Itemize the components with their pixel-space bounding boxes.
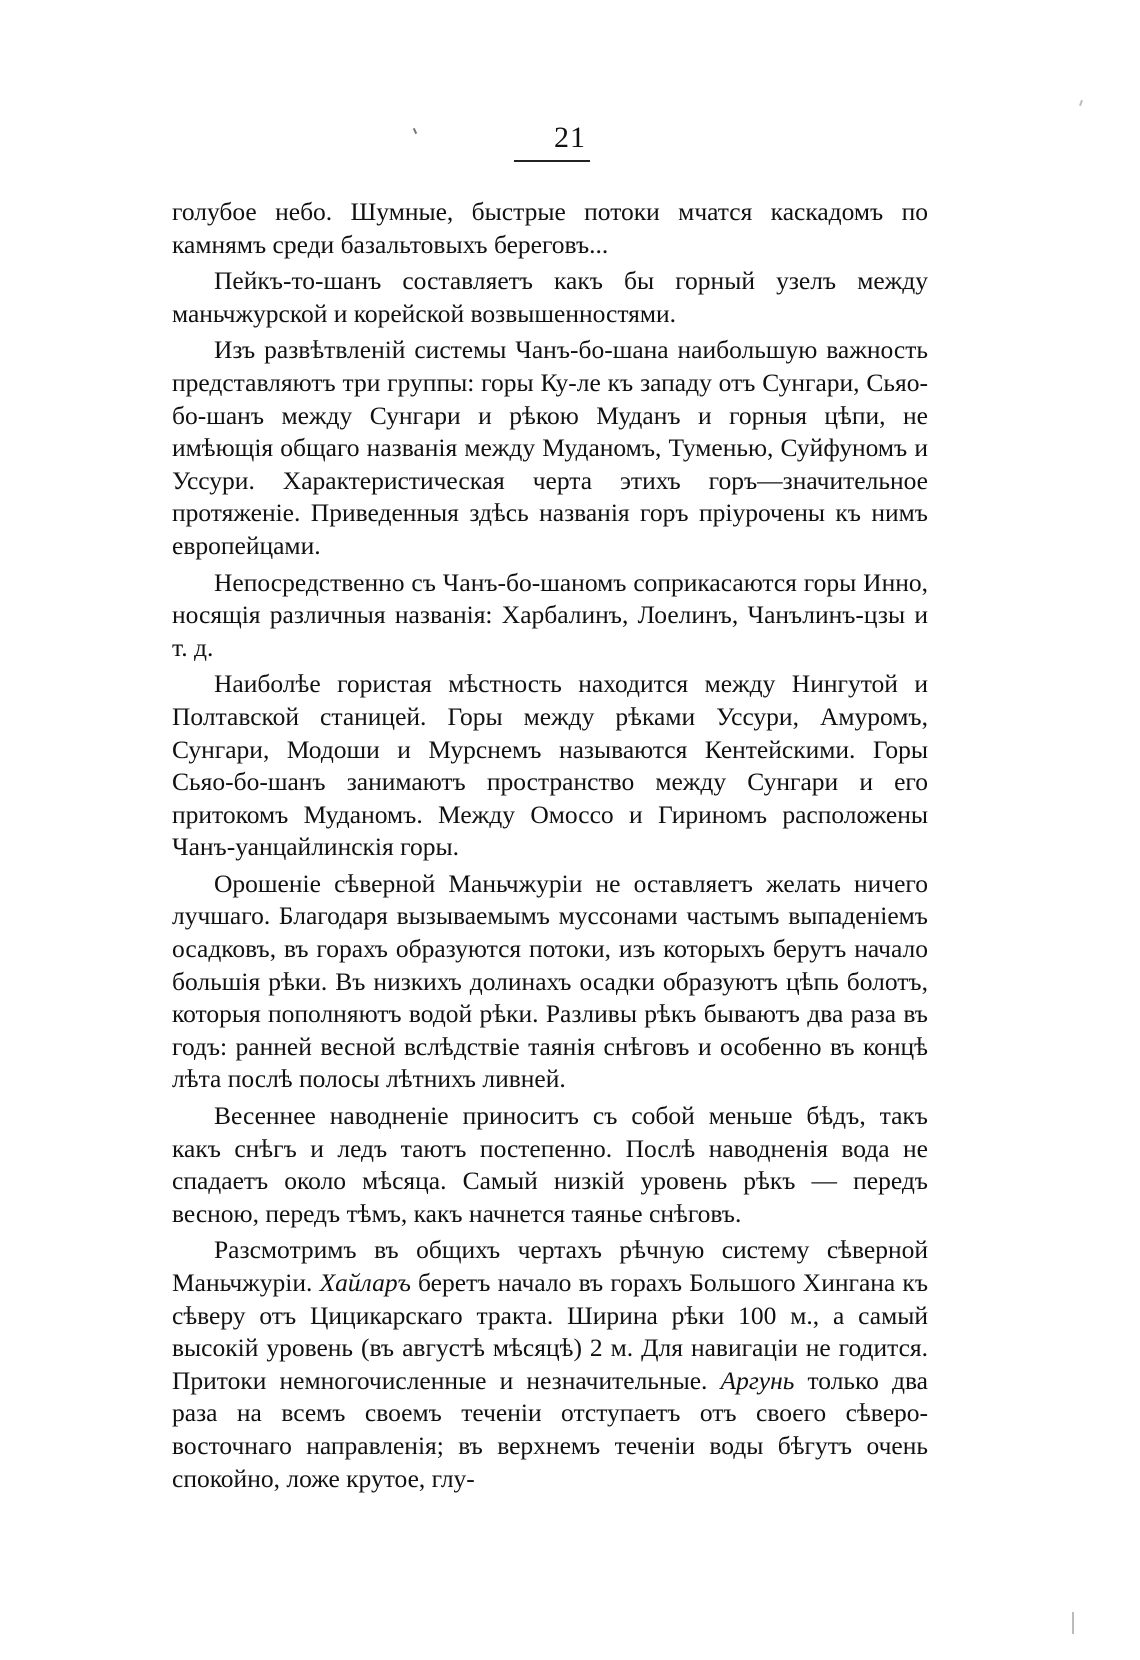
paragraph-river-system xyxy=(172,1234,928,1495)
paragraph-spring-flood: Весеннее наводненіе приноситъ съ собой меньше бѣдъ, такъ какъ снѣгъ и ледъ таютъ постепенно. Послѣ наводненія вода не спадаетъ около мѣсяца. Самый низкій уровень рѣкъ — передъ весною, передъ тѣмъ, какъ начнется таянье снѣговъ. xyxy=(172,1101,928,1228)
paragraph-inno-mountains: Непосредственно съ Чанъ-бо-шаномъ соприкасаются горы Инно, носящія различныя названія: Харбалинъ, Лоелинъ, Чанълинъ-цзы и т. д. xyxy=(172,567,928,662)
page-number: 21 xyxy=(554,121,586,154)
paragraph-mountainous-area: Наиболѣе гористая мѣстность находится между Нингутой и Полтавской станицей. Горы между рѣками Уссури, Амуромъ, Сунгари, Модоши и Мурснемъ называются Кентейскими. Горы Сьяо-бо-шанъ занимаютъ пространство между Сунгари и его притокомъ Муданомъ. Между Омоссо и Гириномъ расположены Чанъ-уанцайлинскія горы. xyxy=(172,669,928,862)
paragraph-mountain-branches: Изъ развѣтвленій системы Чанъ-бо-шана наибольшую важность представляютъ три группы: горы Ку-ле къ западу отъ Сунгари, Сьяо-бо-шанъ между Сунгари и рѣкою Муданъ и горныя цѣпи, не имѣющія общаго названія между Муданомъ, Туменью, Суйфуномъ и Уссури. Характеристическая черта этихъ горъ—значительное протяженіе. Приведенныя здѣсь названія горъ пріурочены къ нимъ европейцами. xyxy=(172,335,928,560)
paragraph-continuation: голубое небо. Шумные, быстрые потоки мчатся каскадомъ по камнямъ среди базальтовыхъ береговъ... xyxy=(172,197,928,259)
page-number-underline xyxy=(514,160,590,162)
scan-speck xyxy=(1079,100,1083,106)
paragraph-peiktoshan: Пейкъ-то-шанъ составляетъ какъ бы горный узелъ между маньчжурской и корейской возвышенностями. xyxy=(172,266,928,328)
river-system-intro: Разсмотримъ въ общихъ чертахъ рѣчную систему сѣверной Маньчжуріи. xyxy=(172,1235,928,1297)
scan-speck xyxy=(1072,1612,1074,1634)
text-body xyxy=(172,196,928,1495)
river-name-argun: Аргунь xyxy=(720,1365,795,1395)
paragraph-irrigation: Орошеніе сѣверной Маньчжуріи не оставляетъ желать ничего лучшаго. Благодаря вызываемымъ муссонами частымъ выпаденіемъ осадковъ, въ горахъ образуются потоки, изъ которыхъ берутъ начало большія рѣки. Въ низкихъ долинахъ осадки образуютъ цѣпь болотъ, которыя пополняютъ водой рѣки. Разливы рѣкъ бываютъ два раза въ годъ: ранней весной вслѣдствіе таянія снѣговъ и особенно въ концѣ лѣта послѣ полосы лѣтнихъ ливней. xyxy=(172,868,928,1094)
river-argun-description: только два раза на всемъ своемъ теченіи отступаетъ отъ своего сѣверо-восточнаго направленія; въ верхнемъ теченіи воды бѣгутъ очень спокойно, ложе крутое, глу- xyxy=(172,1365,928,1493)
river-name-hailar: Хайларъ xyxy=(319,1268,411,1297)
river-hailar-description: беретъ начало въ горахъ Большого Хингана къ сѣверу отъ Цицикарскаго тракта. Ширина рѣки 100 м., а самый высокій уровень (въ августѣ мѣсяцѣ) 2 м. Для навигаціи не годится. Притоки немногочисленные и незначительные. xyxy=(172,1268,929,1395)
